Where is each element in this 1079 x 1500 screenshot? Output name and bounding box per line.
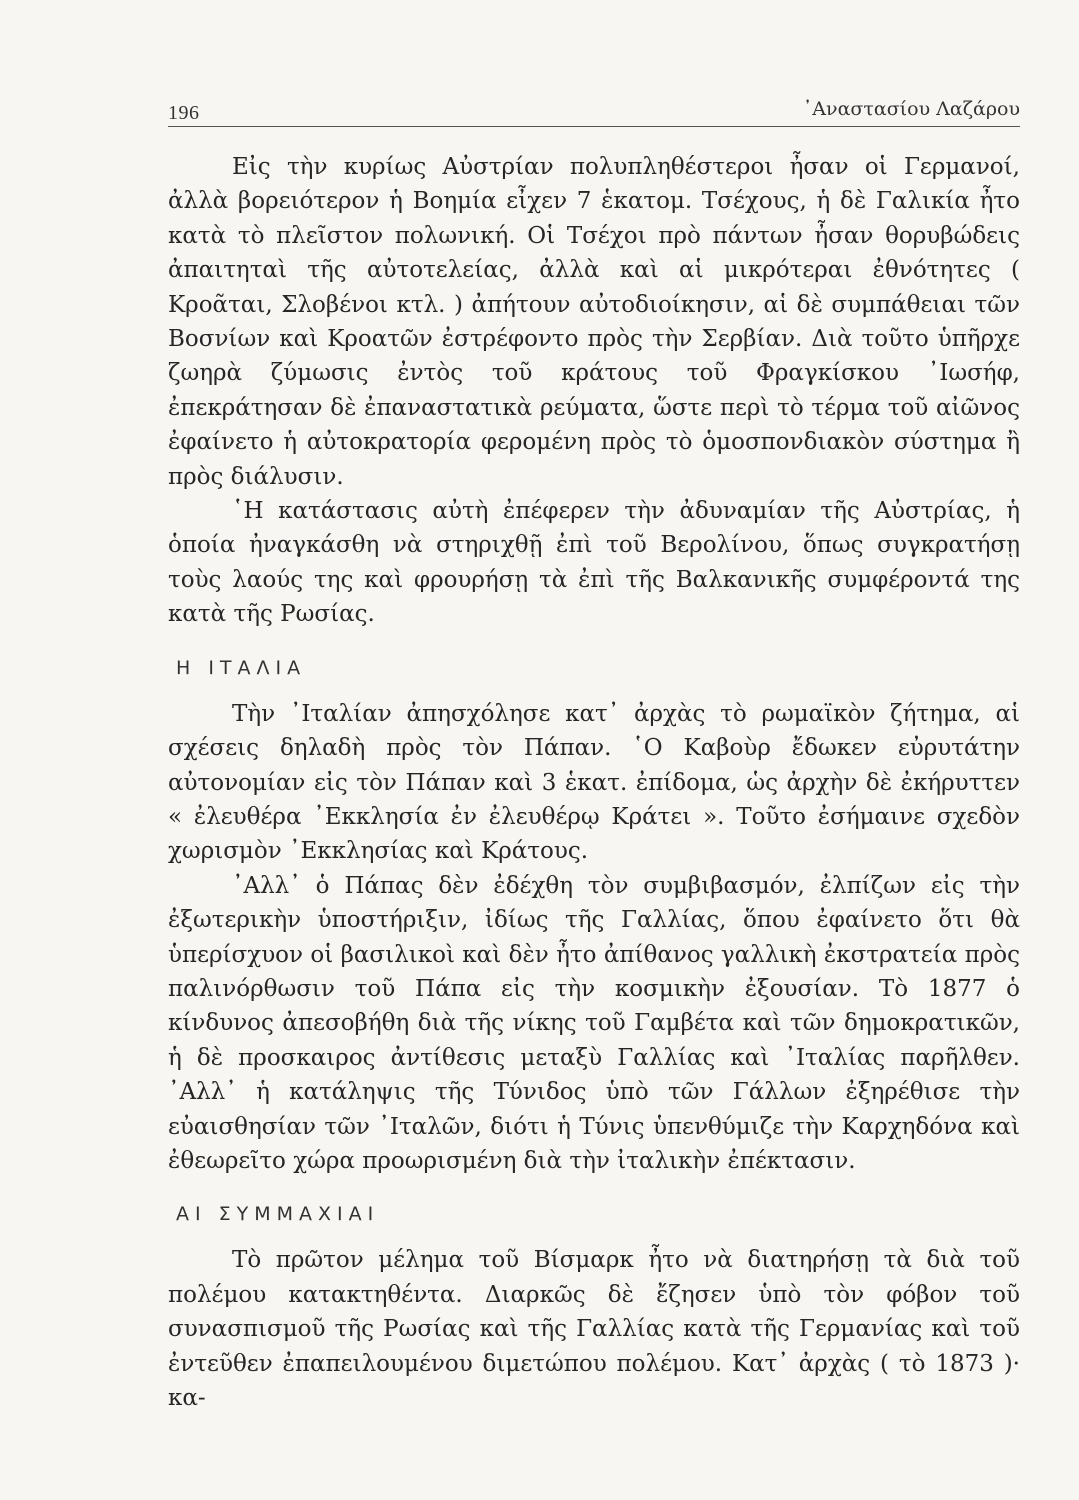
header-rule [168, 126, 1020, 127]
running-head: ᾿Αναστασίου Λαζάρου [802, 98, 1020, 120]
body-text [168, 150, 1020, 1415]
section-heading-alliances: ΑΙ ΣΥΜΜΑΧΙΑΙ [176, 1203, 380, 1226]
paragraph-austria-nationalities: Εἰς τὴν κυρίως Αὐστρίαν πολυπληθέστεροι ἦσαν οἱ Γερμανοί, ἀλλὰ βορειότερον ἡ Βοημία εἶχεν 7 ἑκατομ. Τσέχους, ἡ δὲ Γαλικία ἦτο κατὰ τὸ πλεῖστον πολωνική. Οἱ Τσέχοι πρὸ πάντων ἦσαν θορυβώδεις ἀπαιτηταὶ τῆς αὐτοτελείας, ἀλλὰ καὶ αἱ μικρότεραι ἐθνότητες ( Κροᾶται, Σλοβένοι κτλ. ) ἀπήτουν αὐτοδιοίκησιν, αἱ δὲ συμπάθειαι τῶν Βοσνίων καὶ Κροατῶν ἐστρέφοντο πρὸς τὴν Σερβίαν. Διὰ τοῦτο ὑπῆρχε ζωηρὰ ζύμωσις ἐντὸς τοῦ κράτους τοῦ Φραγκίσκου ᾿Ιωσήφ, ἐπεκράτησαν δὲ ἐπαναστατικὰ ρεύματα, ὥστε περὶ τὸ τέρμα τοῦ αἰῶνος ἐφαίνετο ἡ αὐτοκρατορία φερομένη πρὸς τὸ ὁμοσπονδιακὸν σύστημα ἢ πρὸς διάλυσιν. [168, 154, 1020, 490]
section-heading-italy: Η ΙΤΑΛΙΑ [176, 656, 307, 679]
page-number: 196 [168, 102, 200, 124]
paragraph-alliances-bismarck: Τὸ πρῶτον μέλημα τοῦ Βίσμαρκ ἦτο νὰ διατηρήσῃ τὰ διὰ τοῦ πολέμου κατακτηθέντα. Διαρκῶς δὲ ἔζησεν ὑπὸ τὸν φόβον τοῦ συνασπισμοῦ τῆς Ρωσίας καὶ τῆς Γαλλίας κατὰ τῆς Γερμανίας καὶ τοῦ ἐντεῦθεν ἐπαπειλουμένου διμετώπου πολέμου. Κατ᾿ ἀρχὰς ( τὸ 1873 )· κα- [168, 1247, 1020, 1411]
page-header [168, 96, 1020, 126]
paragraph-austria-weakness: ῾Η κατάστασις αὐτὴ ἐπέφερεν τὴν ἀδυναμίαν τῆς Αὐστρίας, ἡ ὁποία ἠναγκάσθη νὰ στηριχθῇ ἐπὶ τοῦ Βερολίνου, ὅπως συγκρατήσῃ τοὺς λαούς της καὶ φρουρήσῃ τὰ ἐπὶ τῆς Βαλκανικῆς συμφέροντά της κατὰ τῆς Ρωσίας. [168, 498, 1020, 628]
paragraph-italy-pope-tunis: ᾿Αλλ᾿ ὁ Πάπας δὲν ἐδέχθη τὸν συμβιβασμόν, ἐλπίζων εἰς τὴν ἐξωτερικὴν ὑποστήριξιν, ἰδίως τῆς Γαλλίας, ὅπου ἐφαίνετο ὅτι θὰ ὑπερίσχυον οἱ βασιλικοὶ καὶ δὲν ἦτο ἀπίθανος γαλλικὴ ἐκστρατεία πρὸς παλινόρθωσιν τοῦ Πάπα εἰς τὴν κοσμικὴν ἐξουσίαν. Τὸ 1877 ὁ κίνδυνος ἀπεσοβήθη διὰ τῆς νίκης τοῦ Γαμβέτα καὶ τῶν δημοκρατικῶν, ἡ δὲ προσκαιρος ἀντίθεσις μεταξὺ Γαλλίας καὶ ᾿Ιταλίας παρῆλθεν. ᾿Αλλ᾿ ἡ κατάληψις τῆς Τύνιδος ὑπὸ τῶν Γάλλων ἐξηρέθισε τὴν εὐαισθησίαν τῶν ᾿Ιταλῶν, διότι ἡ Τύνις ὑπενθύμιζε τὴν Καρχηδόνα καὶ ἐθεωρεῖτο χώρα προωρισμένη διὰ τὴν ἰταλικὴν ἐπέκτασιν. [168, 872, 1020, 1174]
paragraph-italy-roman-question: Τὴν ᾿Ιταλίαν ἀπησχόλησε κατ᾿ ἀρχὰς τὸ ρωμαϊκὸν ζήτημα, αἱ σχέσεις δηλαδὴ πρὸς τὸν Πάπαν. ῾Ο Καβοὺρ ἔδωκεν εὐρυτάτην αὐτονομίαν εἰς τὸν Πάπαν καὶ 3 ἑκατ. ἐπίδομα, ὡς ἀρχὴν δὲ ἐκήρυττεν « ἐλευθέρα ᾿Εκκλησία ἐν ἐλευθέρῳ Κράτει ». Τοῦτο ἐσήμαινε σχεδὸν χωρισμὸν ᾿Εκκλησίας καὶ Κράτους. [168, 700, 1020, 865]
